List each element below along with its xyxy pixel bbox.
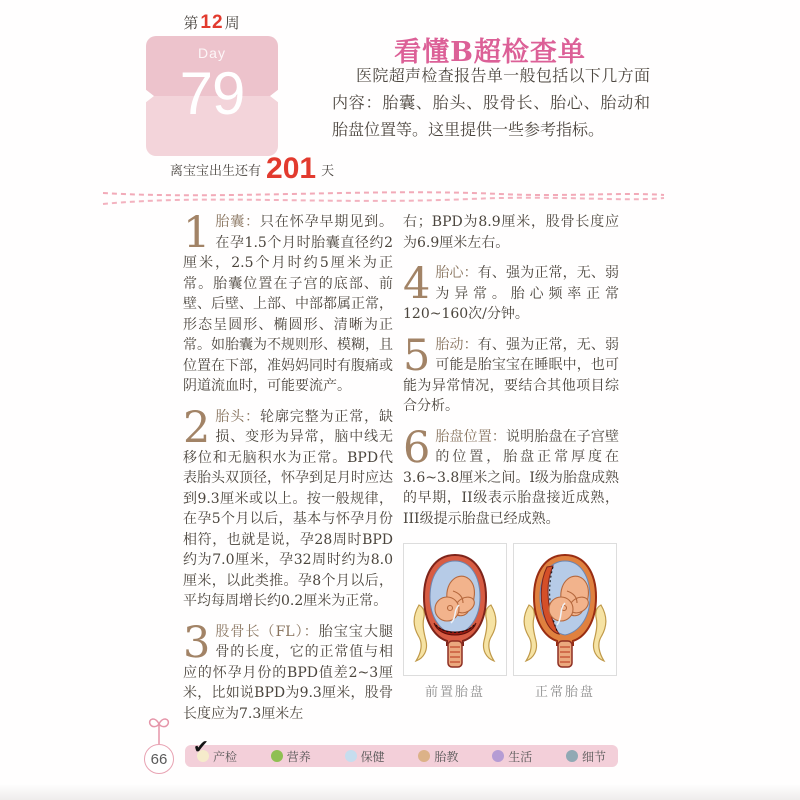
category-dot bbox=[492, 750, 504, 762]
legend-item-prenatal-education bbox=[418, 748, 458, 765]
item-fetal-head bbox=[183, 402, 394, 612]
item-number: 5 bbox=[403, 330, 431, 381]
birth-countdown bbox=[170, 154, 334, 184]
category-legend-bar bbox=[185, 735, 618, 767]
countdown-prefix: 离宝宝出生还有 bbox=[170, 162, 262, 178]
item-number: 2 bbox=[183, 402, 211, 453]
category-dot bbox=[271, 750, 283, 762]
item-text: 只在怀孕早期见到。在孕1.5个月时胎囊直径约2厘米，2.5个月时约5厘米为正常。胎囊位置在子宫的底部、前壁、后壁、上部、中部都属正常，形态呈圆形、椭圆形、清晰为正常。如胎囊为不规则形、模糊，且位置在下部，准妈妈同时有腹痛或阴道流血时，可能要流产。 bbox=[183, 214, 394, 394]
day-number: 79 bbox=[179, 60, 245, 127]
dashed-divider bbox=[0, 186, 800, 212]
item-label: 胎头： bbox=[215, 408, 260, 425]
legend-item-prenatal-check bbox=[193, 735, 238, 765]
legend-label: 营养 bbox=[286, 749, 311, 764]
item-label: 胎囊： bbox=[215, 214, 260, 230]
category-dot bbox=[345, 750, 357, 762]
item-label: 胎盘位置： bbox=[435, 428, 507, 445]
item-text: 轮廓完整为正常，缺损、变形为异常，脑中线无移位和无脑积水为正常。BPD代表胎头双顶径，怀孕到足月时应达到9.3厘米或以上。按一般规律，在孕5个月以后，基本与怀孕月份相符，也就是说，孕28周时BPD约为7.0厘米，孕32周时约为8.0厘米，以此类推。孕8个月以后，平均每周增长约0.2厘米为正常。 bbox=[183, 408, 394, 609]
figure-box bbox=[403, 543, 507, 676]
legend-label: 细节 bbox=[581, 749, 606, 764]
item-number: 3 bbox=[183, 617, 211, 668]
countdown-suffix: 天 bbox=[321, 162, 335, 178]
item-label: 胎动： bbox=[435, 336, 478, 353]
item-femur-length-continued: 右；BPD为8.9厘米，股骨长度应为6.9厘米左右。 bbox=[403, 214, 619, 251]
legend-item-life bbox=[492, 748, 532, 765]
item-fetal-heart bbox=[403, 259, 620, 325]
figure-box bbox=[513, 543, 617, 676]
week-prefix: 第 bbox=[183, 15, 200, 32]
legend-item-healthcare bbox=[345, 748, 385, 765]
week-suffix: 周 bbox=[224, 15, 241, 32]
check-icon: ✔ bbox=[193, 735, 209, 758]
page-title: 看懂B超检查单 bbox=[394, 37, 586, 68]
calendar-notch-left bbox=[145, 89, 154, 103]
intro-paragraph: 医院超声检查报告单一般包括以下几方面内容：胎囊、胎头、股骨长、胎心、胎动和胎盘位置等。这里提供一些参考指标。 bbox=[332, 66, 650, 139]
item-text: 说明胎盘在子宫壁的位置，胎盘正常厚度在3.6~3.8厘米之间。I级为胎盘成熟的早期，II级表示胎盘接近成熟，III级提示胎盘已经成熟。 bbox=[403, 428, 620, 527]
figure-caption: 正常胎盘 bbox=[534, 684, 595, 699]
legend-item-details bbox=[566, 748, 606, 765]
legend-item-nutrition bbox=[271, 748, 311, 765]
item-label: 胎心： bbox=[435, 265, 478, 281]
page-bottom-shadow bbox=[0, 784, 800, 800]
item-placenta-position bbox=[403, 422, 620, 530]
legend-label: 保健 bbox=[360, 749, 385, 764]
day-label: Day bbox=[198, 45, 226, 61]
week-label bbox=[146, 12, 278, 34]
page-number: 66 bbox=[144, 744, 174, 774]
item-text: 有、强为正常，无、弱为异常。胎心频率正常120~160次/分钟。 bbox=[403, 265, 620, 322]
week-number: 12 bbox=[200, 12, 224, 33]
placenta-previa-illustration bbox=[407, 547, 503, 673]
sprout-icon bbox=[146, 714, 172, 744]
item-text: 有、强为正常，无、弱可能是胎宝宝在睡眠中，也可能为异常情况，要结合其他项目综合分析。 bbox=[403, 336, 620, 414]
item-gestational-sac bbox=[183, 208, 394, 397]
normal-placenta-illustration bbox=[517, 547, 613, 673]
item-fetal-movement bbox=[403, 330, 620, 417]
figure-placenta-previa bbox=[403, 543, 507, 703]
placenta-figures bbox=[403, 543, 619, 703]
figure-caption: 前置胎盘 bbox=[424, 684, 485, 699]
item-number: 1 bbox=[183, 208, 211, 258]
item-femur-length bbox=[183, 617, 394, 725]
item-number: 6 bbox=[403, 422, 431, 473]
item-text: 胎宝宝大腿骨的长度，它的正常值与相应的怀孕月份的BPD值差2~3厘米，比如说BPD为9.3厘米，股骨长度应为7.3厘米左 bbox=[183, 623, 394, 722]
day-flip-calendar bbox=[146, 36, 278, 156]
right-column bbox=[403, 212, 619, 703]
category-dot bbox=[418, 750, 430, 762]
legend-label: 产检 bbox=[213, 749, 238, 764]
item-number: 4 bbox=[403, 259, 431, 309]
calendar-notch-right bbox=[270, 89, 279, 103]
category-dot bbox=[566, 750, 578, 762]
legend-label: 生活 bbox=[508, 749, 533, 764]
countdown-days: 201 bbox=[266, 152, 317, 185]
legend-label: 胎教 bbox=[434, 749, 459, 764]
figure-normal-placenta bbox=[513, 543, 617, 703]
left-column bbox=[183, 208, 394, 734]
item-label: 股骨长（FL）： bbox=[215, 623, 319, 640]
